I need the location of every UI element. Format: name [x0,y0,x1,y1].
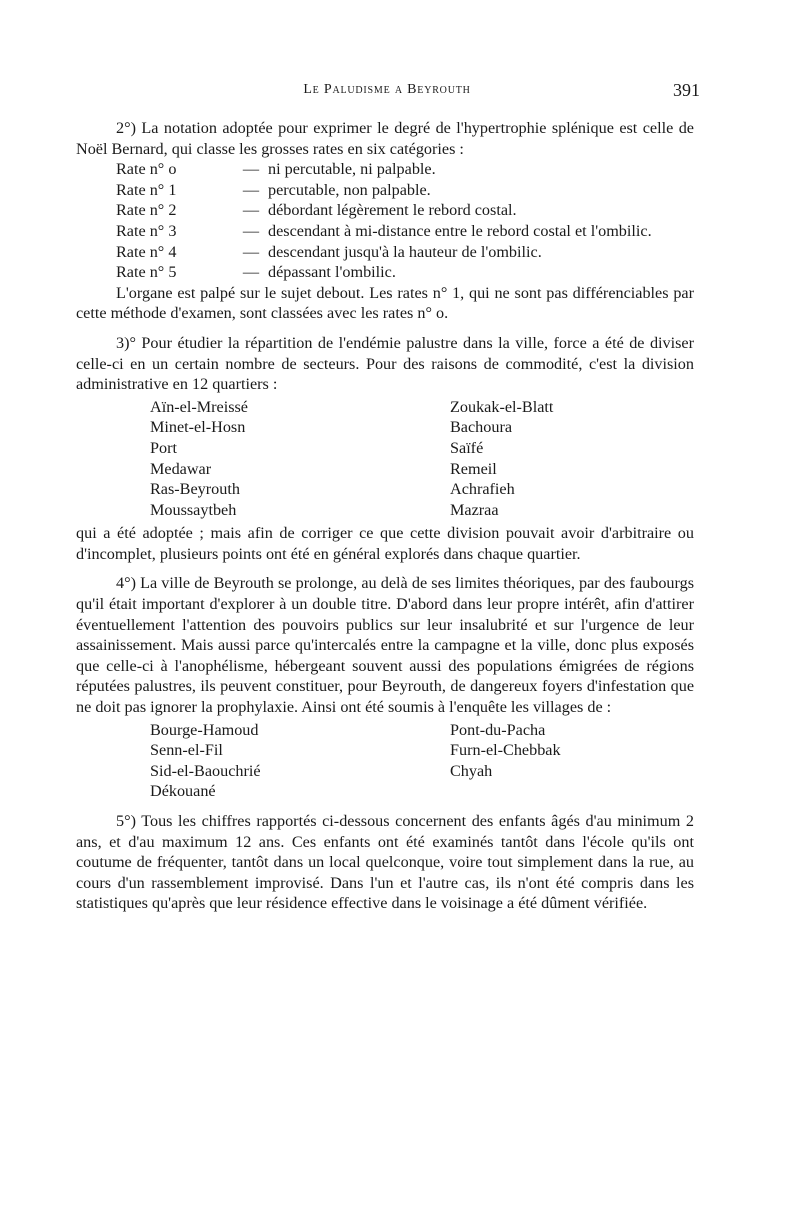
village-name: Chyah [450,761,493,780]
rate-label: Rate n° 5 [116,263,177,282]
rate-item [76,200,694,221]
running-title: Le Paludisme a Beyrouth [303,82,471,97]
rate-dash: — [242,180,260,199]
rate-description: dépassant l'ombilic. [268,263,396,282]
rate-description: ni percutable, ni palpable. [268,160,436,179]
rate-description: descendant jusqu'à la hauteur de l'ombilic. [268,242,542,261]
villages-left-column [76,720,450,802]
rate-item [76,262,694,283]
quarter-name: Remeil [450,459,497,478]
village-name: Sid-el-Baouchrié [150,761,261,780]
quarter-name: Mazraa [450,500,499,519]
villages-list [76,720,694,802]
rate-label: Rate n° 1 [116,180,177,199]
quarters-right-column [450,397,694,521]
page-number: 391 [673,80,700,100]
section-3-conclusion: qui a été adoptée ; mais afin de corriger ce que cette division pouvait avoir d'arbitraire ou d'incomplet, plusieurs points ont été en général explorés dans chaque quartier. [76,524,694,563]
rate-dash: — [242,160,260,179]
rate-item [76,242,694,263]
section-4-intro: 4°) La ville de Beyrouth se prolonge, au delà de ses limites théoriques, par des faubourgs qu'il était important d'explorer à un double titre. D'abord dans leur propre intérêt, afin d'attirer éventuellement l'attention des pouvoirs publics sur leur insalubrité et sur l'urgence de leur assainissement. Mais aussi parce qu'intercalés entre la campagne et la ville, donc plus exposés que celle-ci à l'anophélisme, hébergeant souvent aussi des populations émigrées de régions réputées palustres, ils peuvent constituer, pour Beyrouth, de dangereux foyers d'infestation que ne doit pas ignorer la prophylaxie. Ainsi ont été soumis à l'enquête les villages de : [76,574,694,717]
rate-label: Rate n° 2 [116,201,177,220]
village-name: Dékouané [150,782,216,801]
rate-dash: — [242,263,260,282]
rate-description: percutable, non palpable. [268,180,431,199]
quarter-name: Zoukak-el-Blatt [450,397,554,416]
section-5-text: 5°) Tous les chiffres rapportés ci-dessous concernent des enfants âgés d'au minimum 2 ans, et d'au maximum 12 ans. Ces enfants ont été examinés tantôt dans l'école qu'ils ont coutume de fréquenter, tantôt dans un local quelconque, voire tout simplement dans la rue, au cours d'un rassemblement improvisé. Dans l'un et l'autre cas, ils n'ont été compris dans les statistiques qu'après que leur résidence effective dans le voisinage a été dûment vérifiée. [76,812,694,913]
quarter-name: Ras-Beyrouth [150,480,240,499]
rate-item [76,221,694,242]
quarter-name: Bachoura [450,418,513,437]
quarter-name: Achrafieh [450,480,515,499]
section-2-intro: 2°) La notation adoptée pour exprimer le degré de l'hypertrophie splénique est celle de Noël Bernard, qui classe les grosses rates en six catégories : [76,119,694,158]
quarter-name: Moussaytbeh [150,500,237,519]
rate-description: descendant à mi-distance entre le rebord costal et l'ombilic. [268,221,652,240]
rate-label: Rate n° o [116,160,177,179]
rate-label: Rate n° 4 [116,242,177,261]
villages-right-column [450,720,694,802]
rate-label: Rate n° 3 [116,221,177,240]
rate-item [76,159,694,180]
quarter-name: Medawar [150,459,212,478]
section-3-intro: 3)° Pour étudier la répartition de l'endémie palustre dans la ville, force a été de diviser celle-ci en un certain nombre de secteurs. Pour des raisons de commodité, c'est la division administrative en 12 quartiers : [76,333,694,394]
rate-dash: — [242,221,260,240]
quarter-name: Saïfé [450,438,484,457]
village-name: Furn-el-Chebbak [450,741,561,760]
village-name: Bourge-Hamoud [150,720,259,739]
body-text [76,118,694,914]
village-name: Pont-du-Pacha [450,720,546,739]
rate-list [76,159,694,283]
quarters-left-column [76,397,450,521]
rate-item [76,180,694,201]
rate-dash: — [242,201,260,220]
quarter-name: Minet-el-Hosn [150,418,246,437]
quarters-list [76,397,694,521]
village-name: Senn-el-Fil [150,741,223,760]
section-2-note: L'organe est palpé sur le sujet debout. Les rates n° 1, qui ne sont pas différenciables par cette méthode d'examen, sont classées avec les rates n° o. [76,283,694,323]
quarter-name: Aïn-el-Mreissé [150,397,248,416]
quarter-name: Port [150,438,177,457]
rate-dash: — [242,242,260,261]
page-header [74,80,700,106]
rate-description: débordant légèrement le rebord costal. [268,201,517,220]
